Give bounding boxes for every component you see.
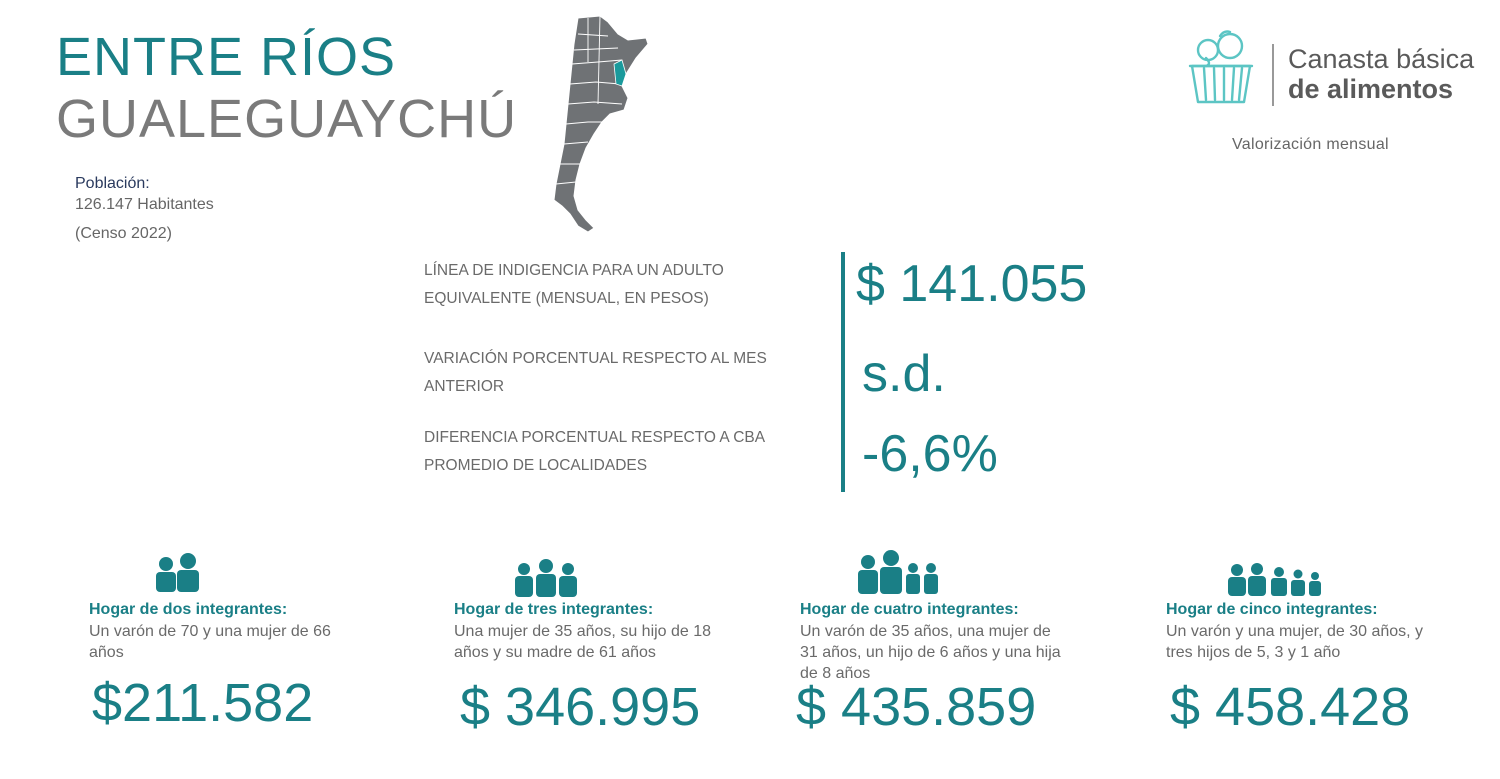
household-5-amount: $ 458.428 (1170, 677, 1411, 737)
household-3-description: Una mujer de 35 años, su hijo de 18 años y su madre de 61 años (454, 623, 712, 661)
basket-logo-icon (1186, 28, 1256, 108)
city-title: GUALEGUAYCHÚ (56, 89, 518, 149)
four-people-icon (855, 550, 943, 594)
province-title: ENTRE RÍOS (56, 27, 397, 87)
population-source: (Censo 2022) (75, 225, 172, 242)
household-4-description: Un varón de 35 años, una mujer de 31 años, un hijo de 6 años y una hija de 8 años (800, 623, 1061, 682)
population-label: Población: (75, 175, 150, 192)
population-value: 126.147 Habitantes (75, 196, 214, 213)
three-people-icon (512, 557, 582, 597)
indicator-value-diferencia: -6,6% (862, 425, 998, 483)
indicator-label-diferencia: DIFERENCIA PORCENTUAL RESPECTO A CBA PROMEDIO DE LOCALIDADES (424, 429, 765, 474)
household-2-amount: $211.582 (92, 673, 314, 733)
household-5-description: Un varón y una mujer, de 30 años, y tres hijos de 5, 3 y 1 año (1166, 623, 1424, 661)
household-3-amount: $ 346.995 (460, 677, 701, 737)
indicator-divider (841, 252, 845, 492)
household-4-amount: $ 435.859 (796, 677, 1037, 737)
brand-subtitle: Valorización mensual (1232, 136, 1389, 153)
two-people-icon (150, 552, 206, 592)
brand-line1: Canasta básica (1288, 44, 1475, 74)
household-2-title: Hogar de dos integrantes: (89, 601, 288, 618)
household-4-title: Hogar de cuatro integrantes: (800, 601, 1019, 618)
indicator-label-indigencia: LÍNEA DE INDIGENCIA PARA UN ADULTO EQUIVALENTE (MENSUAL, EN PESOS) (424, 262, 724, 307)
brand-line2: de alimentos (1288, 74, 1454, 104)
indicator-label-variacion: VARIACIÓN PORCENTUAL RESPECTO AL MES ANTERIOR (424, 350, 767, 395)
indicator-value-variacion: s.d. (862, 345, 946, 403)
household-2-description: Un varón de 70 y una mujer de 66 años (89, 623, 331, 661)
household-3-title: Hogar de tres integrantes: (454, 601, 654, 618)
logo-separator (1272, 44, 1274, 106)
household-5-title: Hogar de cinco integrantes: (1166, 601, 1378, 618)
argentina-map (548, 14, 656, 234)
five-people-icon (1226, 562, 1326, 596)
indicator-value-indigencia: $ 141.055 (856, 255, 1088, 313)
